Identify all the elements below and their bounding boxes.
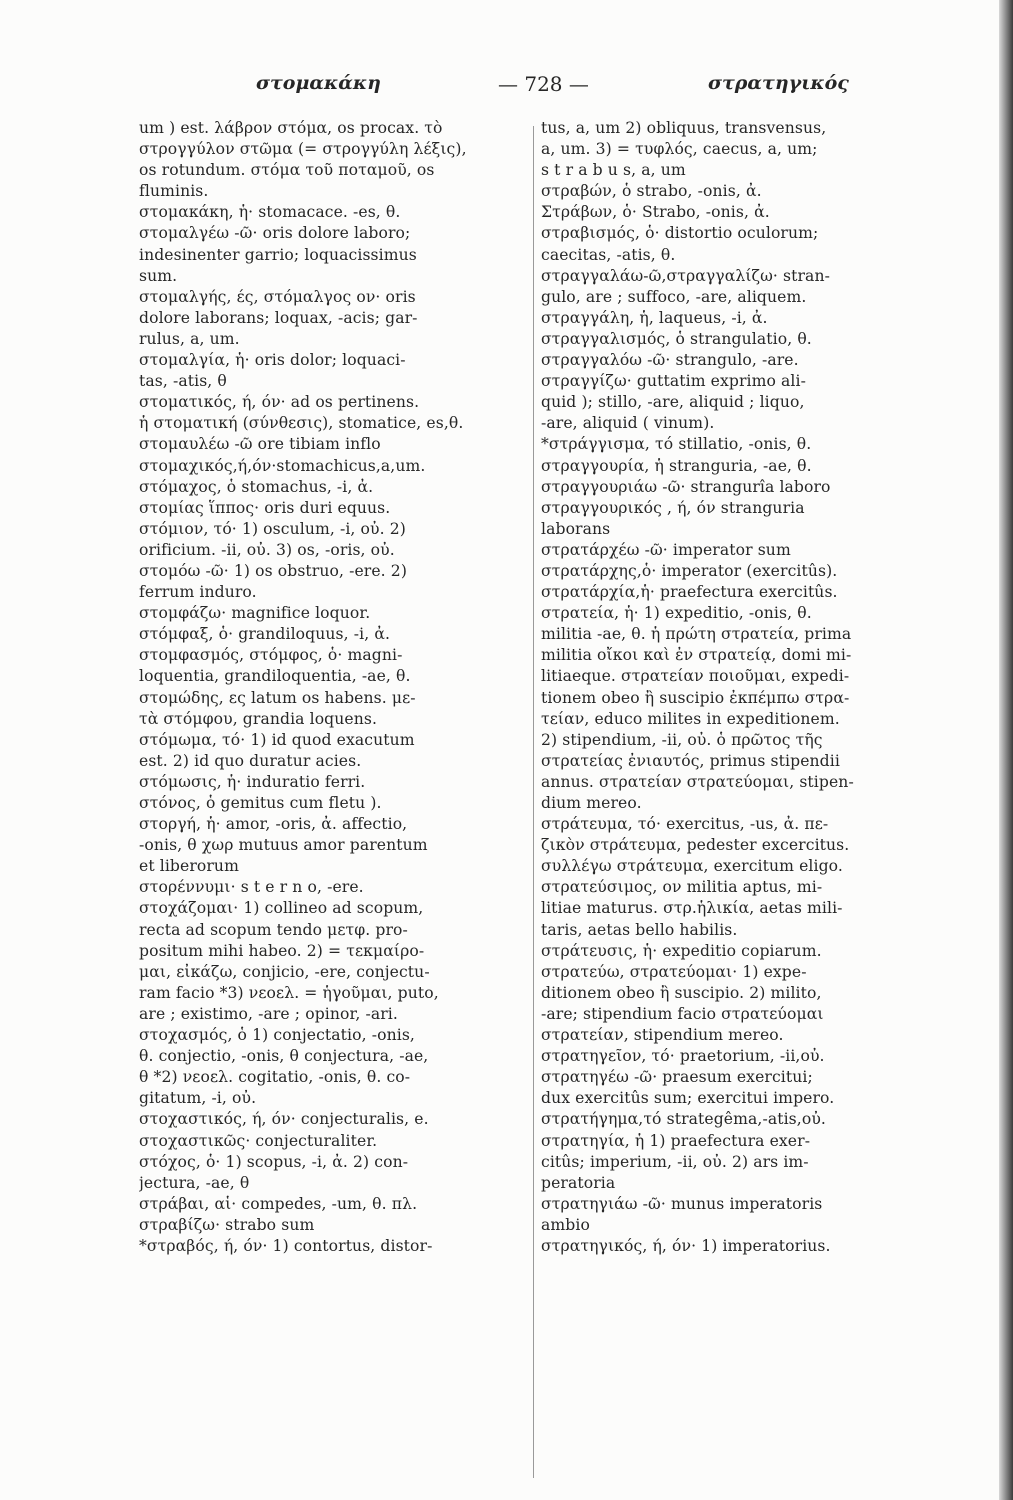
text-line: tionem obeo ἢ suscipio ἐκπέμπω στρα- [541,688,850,707]
text-line: -onis, θ χωρ mutuus amor parentum [139,836,428,855]
text-line: gitatum, -i, οὐ. [139,1089,257,1108]
text-line: laborans [541,519,611,538]
text-line: est. 2) id quo duratur acies. [139,751,362,770]
text-line: στομφάζω· magnifice loquor. [139,604,371,623]
text-line: στραγγαλόω -ῶ· strangulo, -are. [541,351,799,370]
text-line: sum. [139,266,178,285]
text-line: στρατηγιάω -ῶ· munus imperatoris [541,1194,823,1213]
text-line: στόμωμα, τό· 1) id quod exacutum [139,730,415,749]
text-line: στρατηγέω -ῶ· praesum exercitui; [541,1068,813,1087]
header-right-guideword: στρατηγικός [708,72,849,94]
text-line: στραγγαλισμός, ὁ strangulatio, θ. [541,329,812,348]
text-line: στόμφαξ, ὁ· grandiloquus, -i, ἀ. [139,625,391,644]
text-line: στοργή, ἡ· amor, -oris, ἀ. affectio, [139,815,408,834]
text-line: litiaeque. στρατείαν ποιοῦμαι, expedi- [541,667,850,686]
text-line: στομαλγής, ές, στόμαλγος ον· oris [139,287,416,306]
text-line: *στράγγισμα, τό stillatio, -onis, θ. [541,435,812,454]
text-line: citûs; imperium, -ii, οὐ. 2) ars im- [541,1152,809,1171]
text-line: στομακάκη, ἡ· stomacace. -es, θ. [139,203,401,222]
text-line: 2) stipendium, -ii, οὐ. ὁ πρῶτος τῆς [541,730,823,749]
text-line: μαι, εἰκάζω, conjicio, -ere, conjectu- [139,962,430,981]
text-line: ditionem obeo ἢ suscipio. 2) milito, [541,983,822,1002]
text-line: um ) est. λάβρον στόμα, os procax. τὸ [139,119,443,137]
text-line: jectura, -ae, θ [139,1173,250,1192]
text-line: στρογγύλον στῶμα (= στρογγύλη λέξις), [139,140,467,159]
text-line: στρατήγημα,τό strategêma,-atis,οὐ. [541,1110,826,1129]
text-line: στομώδης, ες latum os habens. με- [139,688,416,707]
text-line: στραβισμός, ὁ· distortio oculorum; [541,224,819,243]
text-line: tas, -atis, θ [139,372,227,391]
text-line: στρατηγικός, ή, όν· 1) imperatorius. [541,1236,831,1255]
text-line: στομαλγία, ἡ· oris dolor; loquaci- [139,351,406,370]
text-line: στορέννυμι· s t e r n o, -ere. [139,878,364,897]
text-line: -are, aliquid ( vinum). [541,414,715,433]
text-line: στοματικός, ή, όν· ad os pertinens. [139,393,420,412]
text-line: θ *2) νεοελ. cogitatio, -onis, θ. co- [139,1068,411,1087]
text-line: συλλέγω στράτευμα, exercitum eligo. [541,857,843,876]
text-line: are ; existimo, -are ; opinor, -ari. [139,1004,398,1023]
text-line: στραβών, ὁ strabo, -onis, ἀ. [541,182,762,201]
text-line: dium mereo. [541,794,642,812]
page-edge-shadow [999,0,1013,1500]
text-line: ζικὸν στράτευμα, pedester excercitus. [541,836,850,855]
text-line: tus, a, um 2) obliquus, transvensus, [541,119,827,137]
text-line: positum mihi habeo. 2) = τεκμαίρο- [139,941,425,960]
text-line: s t r a b u s, a, um [541,161,686,180]
text-line: στόμαχος, ὁ stomachus, -i, ἀ. [139,477,374,496]
text-line: quid ); stillo, -are, aliquid ; liquo, [541,393,805,412]
text-line: dux exercitûs sum; exercitui impero. [541,1089,835,1108]
text-line: στοχαστικός, ή, όν· conjecturalis, e. [139,1110,429,1129]
text-line: τείαν, educo milites in expeditionem. [541,709,840,728]
text-line: recta ad scopum tendo μετφ. pro- [139,920,408,939]
text-line: στόχος, ὁ· 1) scopus, -i, ἀ. 2) con- [139,1152,409,1171]
text-line: στρατάρχης,ὁ· imperator (exercitûs). [541,561,838,580]
text-line: στόνος, ὁ gemitus cum fletu ). [139,794,382,812]
text-line: Στράβων, ὁ· Strabo, -onis, ἀ. [541,203,770,222]
text-line: τὰ στόμφου, grandia loquens. [139,709,378,728]
text-line: στρατάρχέω -ῶ· imperator sum [541,540,791,559]
text-line: στραγγουριάω -ῶ· strangurîa laboro [541,477,831,496]
text-line: ferrum induro. [139,583,257,602]
text-line: στρατηγία, ἡ 1) praefectura exer- [541,1131,811,1150]
text-line: στραγγάλη, ἡ, laqueus, -i, ἀ. [541,308,768,327]
text-line: στρατείαν, stipendium mereo. [541,1026,784,1045]
right-column [541,118,871,1257]
text-line: στράτευσις, ἡ· expeditio copiarum. [541,941,822,960]
text-line: et liberorum [139,857,239,876]
text-line: στόμιον, τό· 1) osculum, -i, οὐ. 2) [139,519,406,538]
text-line: στομαυλέω -ῶ ore tibiam inflo [139,435,381,454]
text-line: annus. στρατείαν στρατεύομαι, stipen- [541,772,854,791]
text-line: caecitas, -atis, θ. [541,245,676,264]
text-line: orificium. -ii, οὐ. 3) os, -oris, οὐ. [139,540,395,559]
text-line: litiae maturus. στρ.ἡλικία, aetas mili- [541,899,843,918]
text-line: taris, aetas bello habilis. [541,920,738,939]
text-line: στραγγουρία, ἡ stranguria, -ae, θ. [541,456,812,475]
text-line: στόμωσις, ἡ· induratio ferri. [139,772,366,791]
text-line: militia οἴκοι καὶ ἐν στρατείᾳ, domi mi- [541,646,852,665]
text-line: gulo, are ; suffoco, -are, aliquem. [541,287,807,306]
text-line: στρατεύω, στρατεύομαι· 1) expe- [541,962,807,981]
left-column [139,118,537,1257]
text-line: στομφασμός, στόμφος, ὁ· magni- [139,646,403,665]
text-line: στραβίζω· strabo sum [139,1215,315,1234]
page-number: — 728 — [498,72,589,96]
text-line: στράβαι, αἱ· compedes, -um, θ. πλ. [139,1194,418,1213]
text-line: *στραβός, ή, όν· 1) contortus, distor- [139,1236,433,1255]
text-line: ambio [541,1215,590,1234]
text-line: στομαχικός,ή,όν·stomachicus,a,um. [139,456,426,475]
text-line: στραγγίζω· guttatim exprimo ali- [541,372,806,391]
text-line: στρατηγεῖον, τό· praetorium, -ii,οὐ. [541,1047,825,1066]
text-line: indesinenter garrio; loquacissimus [139,245,417,264]
text-line: ἡ στοματική (σύνθεσις), stomatice, es,θ. [139,414,464,433]
text-line: militia -ae, θ. ἡ πρώτη στρατεία, prima [541,625,852,644]
text-line: στοχαστικῶς· conjecturaliter. [139,1131,378,1150]
text-line: στρατεύσιμος, ον militia aptus, mi- [541,878,823,897]
text-line: θ. conjectio, -onis, θ conjectura, -ae, [139,1047,429,1066]
text-line: στρατείας ἐνιαυτός, primus stipendii [541,751,840,770]
text-line: ram facio *3) νεοελ. = ἡγοῦμαι, puto, [139,983,439,1002]
text-line: -are; stipendium facio στρατεύομαι [541,1004,824,1023]
page-header [138,66,849,100]
text-line: στομόω -ῶ· 1) os obstruo, -ere. 2) [139,561,407,580]
text-line: στομαλγέω -ῶ· oris dolore laboro; [139,224,411,243]
text-line: os rotundum. στόμα τοῦ ποταμοῦ, os [139,161,435,180]
text-line: peratoria [541,1173,616,1192]
text-line: dolore laborans; loquax, -acis; gar- [139,308,418,327]
text-line: στρατάρχία,ἡ· praefectura exercitûs. [541,583,838,602]
text-line: στραγγουρικός , ή, όν stranguria [541,498,805,517]
text-line: loquentia, grandiloquentia, -ae, θ. [139,667,411,686]
text-line: στομίας ἵππος· oris duri equus. [139,498,391,517]
text-line: fluminis. [139,182,209,201]
header-left-guideword: στομακάκη [256,72,381,94]
text-line: rulus, a, um. [139,329,240,348]
text-line: στραγγαλάω-ῶ,στραγγαλίζω· stran- [541,266,830,285]
text-line: στρατεία, ἡ· 1) expeditio, -onis, θ. [541,604,812,623]
text-line: a, um. 3) = τυφλός, caecus, a, um; [541,140,818,159]
text-line: στοχάζομαι· 1) collineo ad scopum, [139,899,424,918]
column-divider [533,126,534,1478]
text-line: στράτευμα, τό· exercitus, -us, ἀ. πε- [541,815,829,834]
text-line: στοχασμός, ὁ 1) conjectatio, -onis, [139,1026,415,1045]
